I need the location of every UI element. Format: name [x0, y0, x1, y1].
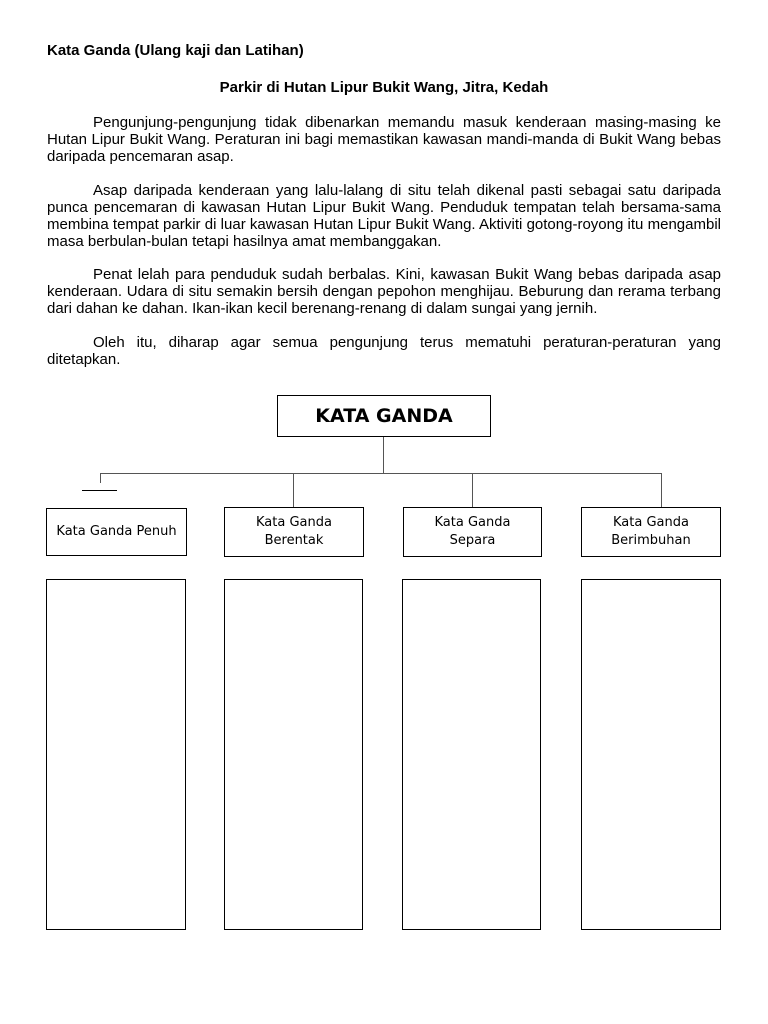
paragraph-4: Oleh itu, diharap agar semua pengunjung terus mematuhi peraturan-peraturan yang ditetapkan.: [47, 334, 721, 368]
category-box-penuh: Kata Ganda Penuh: [46, 508, 187, 556]
answer-box-separa[interactable]: [402, 579, 541, 930]
passage-title: Parkir di Hutan Lipur Bukit Wang, Jitra, Kedah: [219, 79, 549, 96]
paragraph-1: Pengunjung-pengunjung tidak dibenarkan memandu masuk kenderaan masing-masing ke Hutan Lipur Bukit Wang. Peraturan ini bagi memastikan kawasan mandi-manda di Bukit Wang bebas daripada pencemaran asap.: [47, 114, 721, 165]
root-connector-line: [383, 437, 384, 474]
paragraph-2: Asap daripada kenderaan yang lalu-lalang di situ telah dikenal pasti sebagai satu daripada punca pencemaran di kawasan Hutan Lipur Bukit Wang. Penduduk tempatan telah bersama-sama membina tempat parkir di luar kawasan Hutan Lipur Bukit Wang. Aktiviti gotong-royong itu mengambil masa berbulan-bulan tetapi hasilnya amat membanggakan.: [47, 182, 721, 250]
branch-drop-line-3: [472, 473, 473, 507]
branch-drop-line-1: [100, 473, 101, 483]
stray-underline: [82, 490, 117, 491]
worksheet-title: Kata Ganda (Ulang kaji dan Latihan): [47, 42, 304, 59]
answer-box-berimbuhan[interactable]: [581, 579, 721, 930]
answer-box-penuh[interactable]: [46, 579, 186, 930]
category-box-berimbuhan: Kata Ganda Berimbuhan: [581, 507, 721, 557]
horizontal-branch-line: [100, 473, 662, 474]
answer-box-berentak[interactable]: [224, 579, 363, 930]
category-box-berentak: Kata Ganda Berentak: [224, 507, 364, 557]
branch-drop-line-2: [293, 473, 294, 507]
branch-drop-line-4: [661, 473, 662, 507]
category-box-separa: Kata Ganda Separa: [403, 507, 542, 557]
diagram-root-box: KATA GANDA: [277, 395, 491, 437]
paragraph-3: Penat lelah para penduduk sudah berbalas. Kini, kawasan Bukit Wang bebas daripada asap kenderaan. Udara di situ semakin bersih dengan pepohon menghijau. Beburung dan rerama terbang dari dahan ke dahan. Ikan-ikan kecil berenang-renang di dalam sungai yang jernih.: [47, 266, 721, 317]
